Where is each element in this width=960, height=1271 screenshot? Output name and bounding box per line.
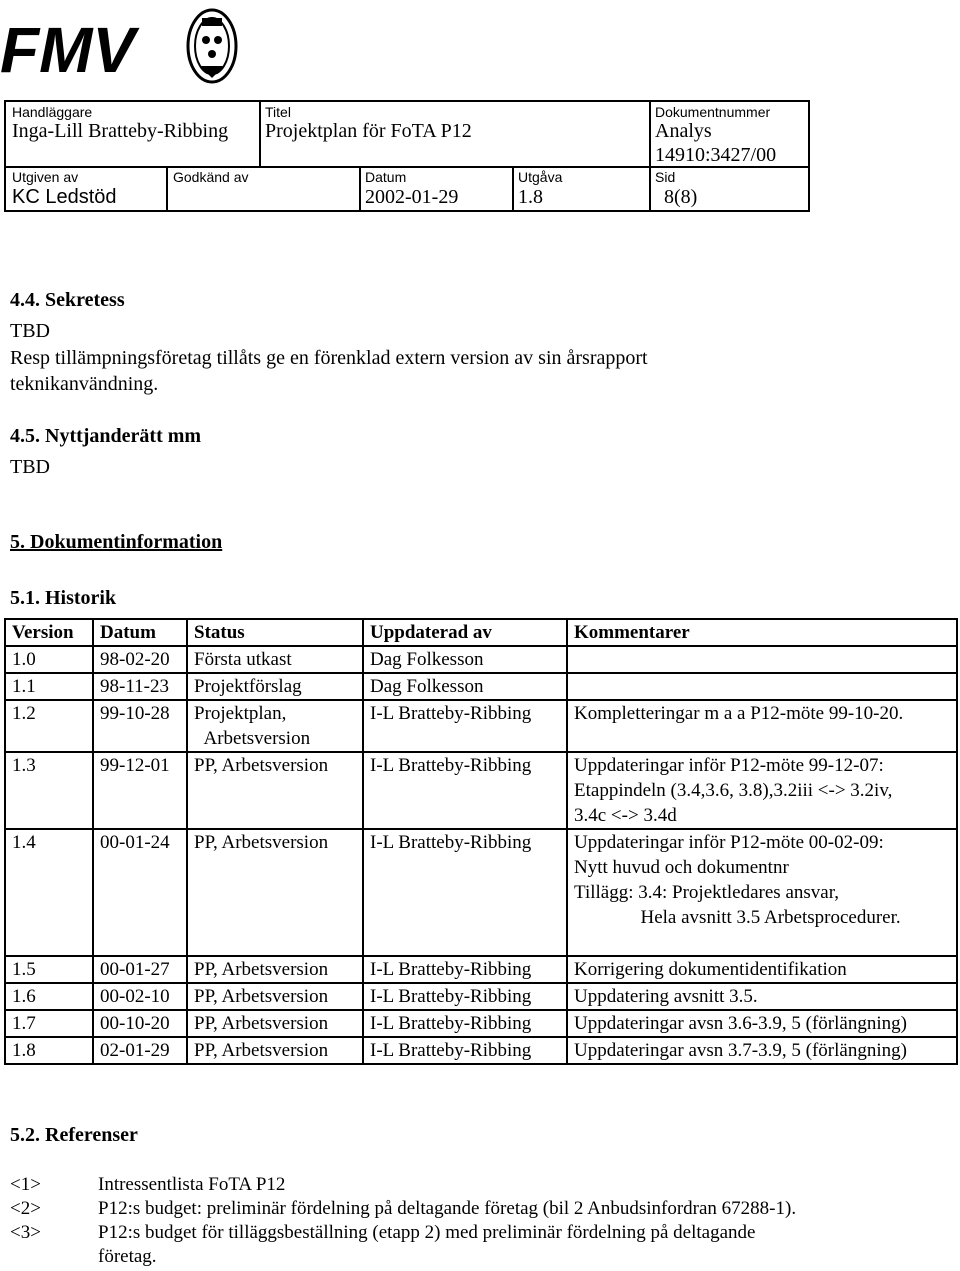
fmv-logo-graphic bbox=[0, 4, 240, 84]
table-cell: I-L Bratteby-Ribbing bbox=[363, 983, 567, 1010]
table-cell bbox=[567, 673, 957, 700]
utgiven-value: KC Ledstöd bbox=[12, 186, 117, 208]
reference-id: <2> bbox=[10, 1198, 41, 1219]
table-cell: Korrigering dokumentidentifikation bbox=[567, 956, 957, 983]
sid-value: 8(8) bbox=[664, 186, 698, 208]
table-row bbox=[5, 829, 957, 956]
table-cell: I-L Bratteby-Ribbing bbox=[363, 1010, 567, 1037]
utgava-value: 1.8 bbox=[518, 186, 543, 208]
datum-label: Datum bbox=[365, 169, 407, 185]
handlaggare-value: Inga-Lill Bratteby-Ribbing bbox=[12, 120, 229, 142]
svg-text:FMV: FMV bbox=[0, 14, 136, 84]
table-cell: I-L Bratteby-Ribbing bbox=[363, 1037, 567, 1064]
column-header: Datum bbox=[93, 619, 187, 646]
divider bbox=[359, 166, 361, 210]
table-cell: Projektförslag bbox=[187, 673, 363, 700]
sid-label: Sid bbox=[655, 169, 676, 185]
table-cell: 1.7 bbox=[5, 1010, 93, 1037]
divider bbox=[649, 102, 651, 166]
titel-label: Titel bbox=[265, 104, 291, 120]
table-cell: 1.6 bbox=[5, 983, 93, 1010]
table-cell: PP, Arbetsversion bbox=[187, 752, 363, 829]
table-cell: 1.4 bbox=[5, 829, 93, 956]
table-cell: 1.8 bbox=[5, 1037, 93, 1064]
table-cell: 1.5 bbox=[5, 956, 93, 983]
section-heading-referenser: 5.2. Referenser bbox=[10, 1124, 138, 1146]
table-cell: 02-01-29 bbox=[93, 1037, 187, 1064]
table-cell: Uppdateringar inför P12-möte 99-12-07: Etappindeln (3.4,3.6, 3.8),3.2iii <-> 3.2iv, 3.4c <-> 3.4d bbox=[567, 752, 957, 829]
utgiven-label: Utgiven av bbox=[12, 169, 79, 185]
table-cell: 1.1 bbox=[5, 673, 93, 700]
table-cell: Uppdatering avsnitt 3.5. bbox=[567, 983, 957, 1010]
table-cell: 00-10-20 bbox=[93, 1010, 187, 1037]
table-cell: Uppdateringar inför P12-möte 00-02-09: Nytt huvud och dokumentnr Tillägg: 3.4: Projektledares ansvar, Hela avsnitt 3.5 Arbetsprocedurer. bbox=[567, 829, 957, 956]
table-cell: 98-02-20 bbox=[93, 646, 187, 673]
table-row bbox=[5, 983, 957, 1010]
dokumentnummer-value-2: 14910:3427/00 bbox=[655, 144, 777, 166]
divider bbox=[166, 166, 168, 210]
divider bbox=[512, 166, 514, 210]
column-header: Status bbox=[187, 619, 363, 646]
reference-text: P12:s budget: preliminär fördelning på deltagande företag (bil 2 Anbudsinfordran 67288-1). bbox=[98, 1198, 797, 1219]
table-row bbox=[5, 1037, 957, 1064]
fmv-logo bbox=[0, 4, 240, 84]
table-cell: PP, Arbetsversion bbox=[187, 1037, 363, 1064]
table-cell: 00-01-24 bbox=[93, 829, 187, 956]
table-cell: 1.0 bbox=[5, 646, 93, 673]
table-cell: 00-01-27 bbox=[93, 956, 187, 983]
table-cell: 00-02-10 bbox=[93, 983, 187, 1010]
table-cell: Dag Folkesson bbox=[363, 673, 567, 700]
table-cell: Första utkast bbox=[187, 646, 363, 673]
paragraph-line: TBD bbox=[10, 456, 50, 478]
reference-id: <1> bbox=[10, 1174, 41, 1195]
table-cell: Dag Folkesson bbox=[363, 646, 567, 673]
document-header-box bbox=[4, 100, 810, 212]
section-heading-nyttjanderatt: 4.5. Nyttjanderätt mm bbox=[10, 425, 202, 447]
table-cell: 98-11-23 bbox=[93, 673, 187, 700]
table-cell: I-L Bratteby-Ribbing bbox=[363, 956, 567, 983]
table-cell: 99-10-28 bbox=[93, 700, 187, 752]
crest-icon bbox=[188, 10, 236, 82]
paragraph-line: Resp tillämpningsföretag tillåts ge en förenklad extern version av sin årsrapport bbox=[10, 347, 648, 369]
utgava-label: Utgåva bbox=[518, 169, 563, 185]
column-header: Version bbox=[5, 619, 93, 646]
table-header-row bbox=[5, 619, 957, 646]
table-row bbox=[5, 673, 957, 700]
paragraph-line: TBD bbox=[10, 320, 50, 342]
section-heading-dokumentinformation: 5. Dokumentinformation bbox=[10, 531, 223, 553]
table-cell: Uppdateringar avsn 3.7-3.9, 5 (förlängning) bbox=[567, 1037, 957, 1064]
table-cell: PP, Arbetsversion bbox=[187, 956, 363, 983]
table-cell: PP, Arbetsversion bbox=[187, 1010, 363, 1037]
history-table bbox=[4, 618, 958, 1065]
table-cell: 99-12-01 bbox=[93, 752, 187, 829]
section-heading-historik: 5.1. Historik bbox=[10, 587, 117, 609]
godkand-label: Godkänd av bbox=[173, 169, 249, 185]
datum-value: 2002-01-29 bbox=[365, 186, 459, 208]
divider bbox=[259, 102, 261, 166]
reference-id: <3> bbox=[10, 1222, 41, 1243]
table-cell: I-L Bratteby-Ribbing bbox=[363, 700, 567, 752]
table-cell: PP, Arbetsversion bbox=[187, 983, 363, 1010]
table-cell: Projektplan, Arbetsversion bbox=[187, 700, 363, 752]
divider bbox=[649, 166, 651, 210]
dokumentnummer-label: Dokumentnummer bbox=[655, 104, 771, 120]
reference-text: Intressentlista FoTA P12 bbox=[98, 1174, 286, 1195]
paragraph-line: teknikanvändning. bbox=[10, 373, 159, 395]
table-row bbox=[5, 752, 957, 829]
dokumentnummer-value-1: Analys bbox=[655, 120, 712, 142]
table-cell: Uppdateringar avsn 3.6-3.9, 5 (förlängning) bbox=[567, 1010, 957, 1037]
column-header: Uppdaterad av bbox=[363, 619, 567, 646]
table-cell: 1.3 bbox=[5, 752, 93, 829]
table-row bbox=[5, 956, 957, 983]
reference-text: P12:s budget för tilläggsbeställning (etapp 2) med preliminär fördelning på deltagande företag. bbox=[98, 1222, 756, 1267]
table-cell: I-L Bratteby-Ribbing bbox=[363, 829, 567, 956]
table-cell: Kompletteringar m a a P12-möte 99-10-20. bbox=[567, 700, 957, 752]
table-cell: 1.2 bbox=[5, 700, 93, 752]
table-cell: I-L Bratteby-Ribbing bbox=[363, 752, 567, 829]
section-heading-sekretess: 4.4. Sekretess bbox=[10, 289, 125, 311]
table-cell bbox=[567, 646, 957, 673]
table-row bbox=[5, 1010, 957, 1037]
table-row bbox=[5, 646, 957, 673]
titel-value: Projektplan för FoTA P12 bbox=[265, 120, 472, 142]
handlaggare-label: Handläggare bbox=[12, 104, 93, 120]
table-cell: PP, Arbetsversion bbox=[187, 829, 363, 956]
column-header: Kommentarer bbox=[567, 619, 957, 646]
table-row bbox=[5, 700, 957, 752]
